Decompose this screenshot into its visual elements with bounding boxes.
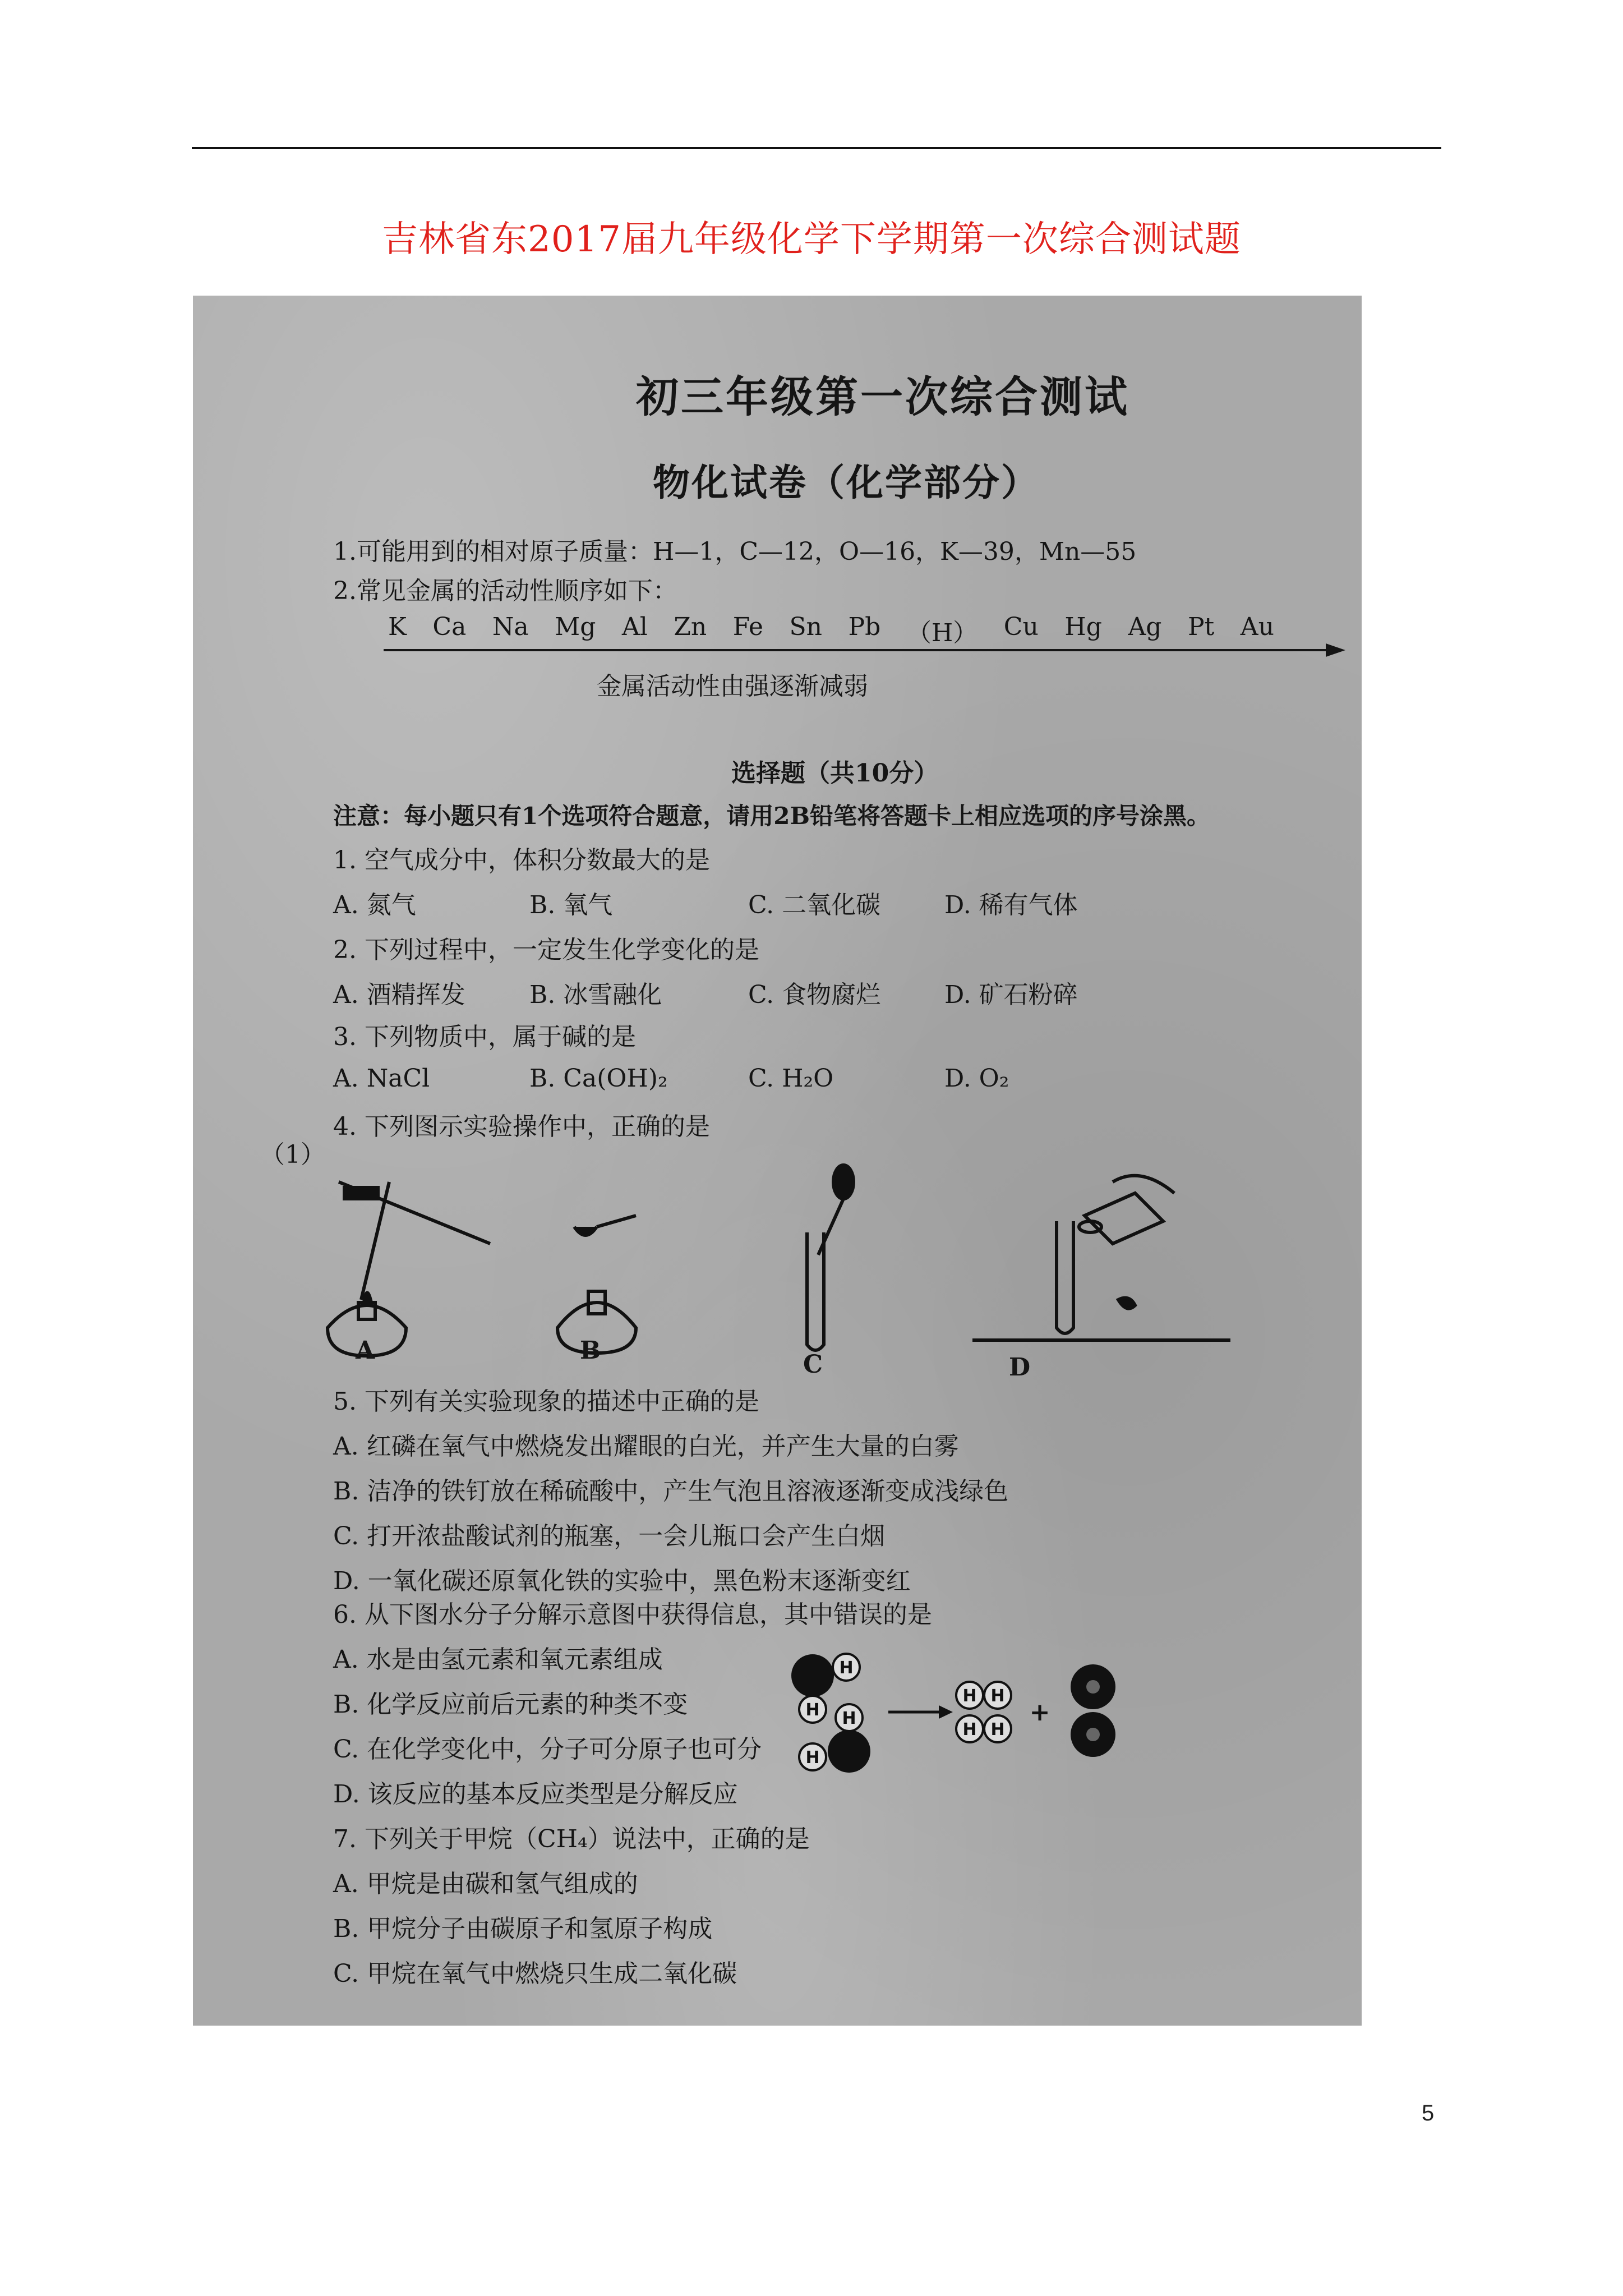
activity-note: 2.常见金属的活动性顺序如下： [333, 577, 677, 605]
figure-c-dropper [776, 1159, 888, 1361]
q1-option-c: C. 二氧化碳 [748, 891, 881, 919]
atomic-mass-note: 1.可能用到的相对原子质量：H—1，C—12，O—16，K—39，Mn—55 [333, 537, 1137, 566]
q5-option-c: C. 打开浓盐酸试剂的瓶塞，一会儿瓶口会产生白烟 [333, 1522, 886, 1550]
q3-option-b: B. Ca(OH)₂ [529, 1064, 668, 1093]
figure-a-heating [305, 1159, 507, 1384]
metal-symbol: Mg [555, 613, 596, 641]
q6-option-c: C. 在化学变化中，分子可分原子也可分 [333, 1735, 762, 1764]
q6-option-b: B. 化学反应前后元素的种类不变 [333, 1690, 688, 1719]
page-number: 5 [1422, 2101, 1435, 2125]
exam-title: 初三年级第一次综合测试 [636, 372, 1129, 422]
q6-option-d: D. 该反应的基本反应类型是分解反应 [333, 1780, 738, 1809]
water-decomposition-diagram [787, 1642, 1135, 1799]
figure-label-b: B [580, 1336, 601, 1365]
q1-option-b: B. 氧气 [529, 891, 613, 919]
metal-symbol: Pt [1187, 613, 1215, 641]
q3-option-a: A. NaCl [333, 1064, 430, 1093]
document-title: 吉林省东2017届九年级化学下学期第一次综合测试题 [382, 219, 1241, 260]
metal-symbol: （H） [906, 619, 978, 647]
q2-option-b: B. 冰雪融化 [529, 981, 662, 1009]
atom-h-label: H [839, 1658, 854, 1678]
activity-arrow [384, 639, 1348, 661]
plus-sign: + [1029, 1698, 1050, 1727]
metal-symbol: Hg [1064, 613, 1102, 641]
instruction: 注意：每小题只有1个选项符合题意，请用2B铅笔将答题卡上相应选项的序号涂黑。 [333, 802, 1210, 830]
q1-stem: 1. 空气成分中，体积分数最大的是 [333, 846, 710, 875]
figure-label-c: C [803, 1350, 823, 1379]
metal-symbol: Na [492, 613, 529, 641]
figure-label-d: D [1009, 1353, 1031, 1382]
q4-margin-mark: （1） [260, 1140, 325, 1169]
q5-option-b: B. 洁净的铁钉放在稀硫酸中，产生气泡且溶液逐渐变成浅绿色 [333, 1477, 1009, 1506]
activity-caption: 金属活动性由强逐渐减弱 [597, 672, 868, 701]
q5-option-a: A. 红磷在氧气中燃烧发出耀眼的白光，并产生大量的白雾 [333, 1432, 959, 1461]
exam-subtitle: 物化试卷（化学部分） [653, 461, 1040, 504]
metal-symbol: Al [621, 613, 648, 641]
metal-symbol: Zn [674, 613, 707, 641]
atom-h-label: H [805, 1700, 820, 1720]
q1-option-d: D. 稀有气体 [944, 891, 1078, 919]
q6-stem: 6. 从下图水分子分解示意图中获得信息，其中错误的是 [333, 1600, 932, 1629]
q2-option-a: A. 酒精挥发 [333, 981, 465, 1009]
metal-symbol: Fe [732, 613, 763, 641]
metal-symbol: Ag [1128, 613, 1162, 641]
q2-option-d: D. 矿石粉碎 [944, 981, 1078, 1009]
top-rule [192, 147, 1441, 149]
scanned-exam-page [193, 296, 1362, 2026]
q3-option-d: D. O₂ [944, 1064, 1009, 1093]
q2-option-c: C. 食物腐烂 [748, 981, 881, 1009]
atom-h-label: H [990, 1720, 1005, 1740]
atom-h-label: H [990, 1686, 1005, 1706]
section-title: 选择题（共10分） [731, 759, 939, 788]
figure-b-lamp [541, 1204, 686, 1373]
q5-stem: 5. 下列有关实验现象的描述中正确的是 [333, 1387, 759, 1416]
q7-option-b: B. 甲烷分子由碳原子和氢原子构成 [333, 1915, 713, 1943]
q5-option-d: D. 一氧化碳还原氧化铁的实验中，黑色粉末逐渐变红 [333, 1567, 911, 1595]
metal-symbol: Sn [789, 613, 822, 641]
q7-stem: 7. 下列关于甲烷（CH₄）说法中，正确的是 [333, 1825, 810, 1853]
q7-option-a: A. 甲烷是由碳和氢气组成的 [333, 1870, 638, 1898]
atom-h-label: H [842, 1709, 856, 1728]
q1-option-a: A. 氮气 [333, 891, 416, 919]
metal-symbol: Ca [432, 613, 467, 641]
q6-option-a: A. 水是由氢元素和氧元素组成 [333, 1645, 663, 1674]
metal-symbol: Au [1240, 613, 1274, 641]
q4-stem: 4. 下列图示实验操作中，正确的是 [333, 1112, 710, 1141]
figure-d-pouring [972, 1159, 1230, 1350]
atom-h-label: H [962, 1686, 977, 1706]
atom-h-label: H [805, 1748, 820, 1768]
q2-stem: 2. 下列过程中，一定发生化学变化的是 [333, 936, 759, 964]
metal-symbol: Pb [848, 613, 881, 641]
figure-label-a: A [356, 1336, 375, 1365]
metal-symbol: Cu [1003, 613, 1039, 641]
metal-symbol: K [388, 613, 407, 641]
q3-option-c: C. H₂O [748, 1064, 834, 1093]
q7-option-c: C. 甲烷在氧气中燃烧只生成二氧化碳 [333, 1959, 737, 1988]
atom-h-label: H [962, 1720, 977, 1740]
q3-stem: 3. 下列物质中，属于碱的是 [333, 1023, 636, 1051]
